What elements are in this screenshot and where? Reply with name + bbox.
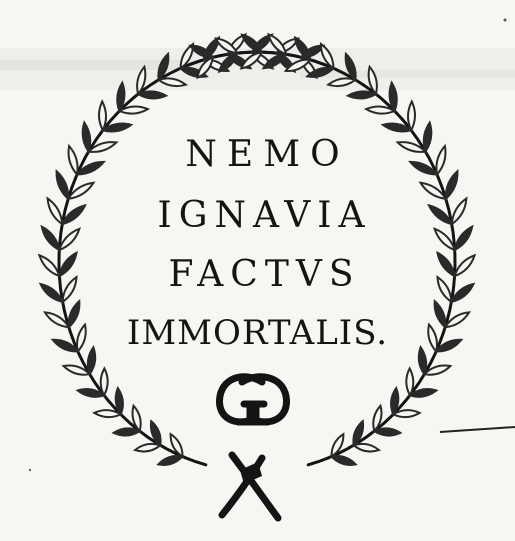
motto-line-4: IMMORTALIS. <box>126 313 389 353</box>
motto-line-3: FACTVS <box>168 254 361 295</box>
motto-line-2: IGNAVIA <box>157 195 372 236</box>
motto-line-1: NEMO <box>185 134 350 175</box>
